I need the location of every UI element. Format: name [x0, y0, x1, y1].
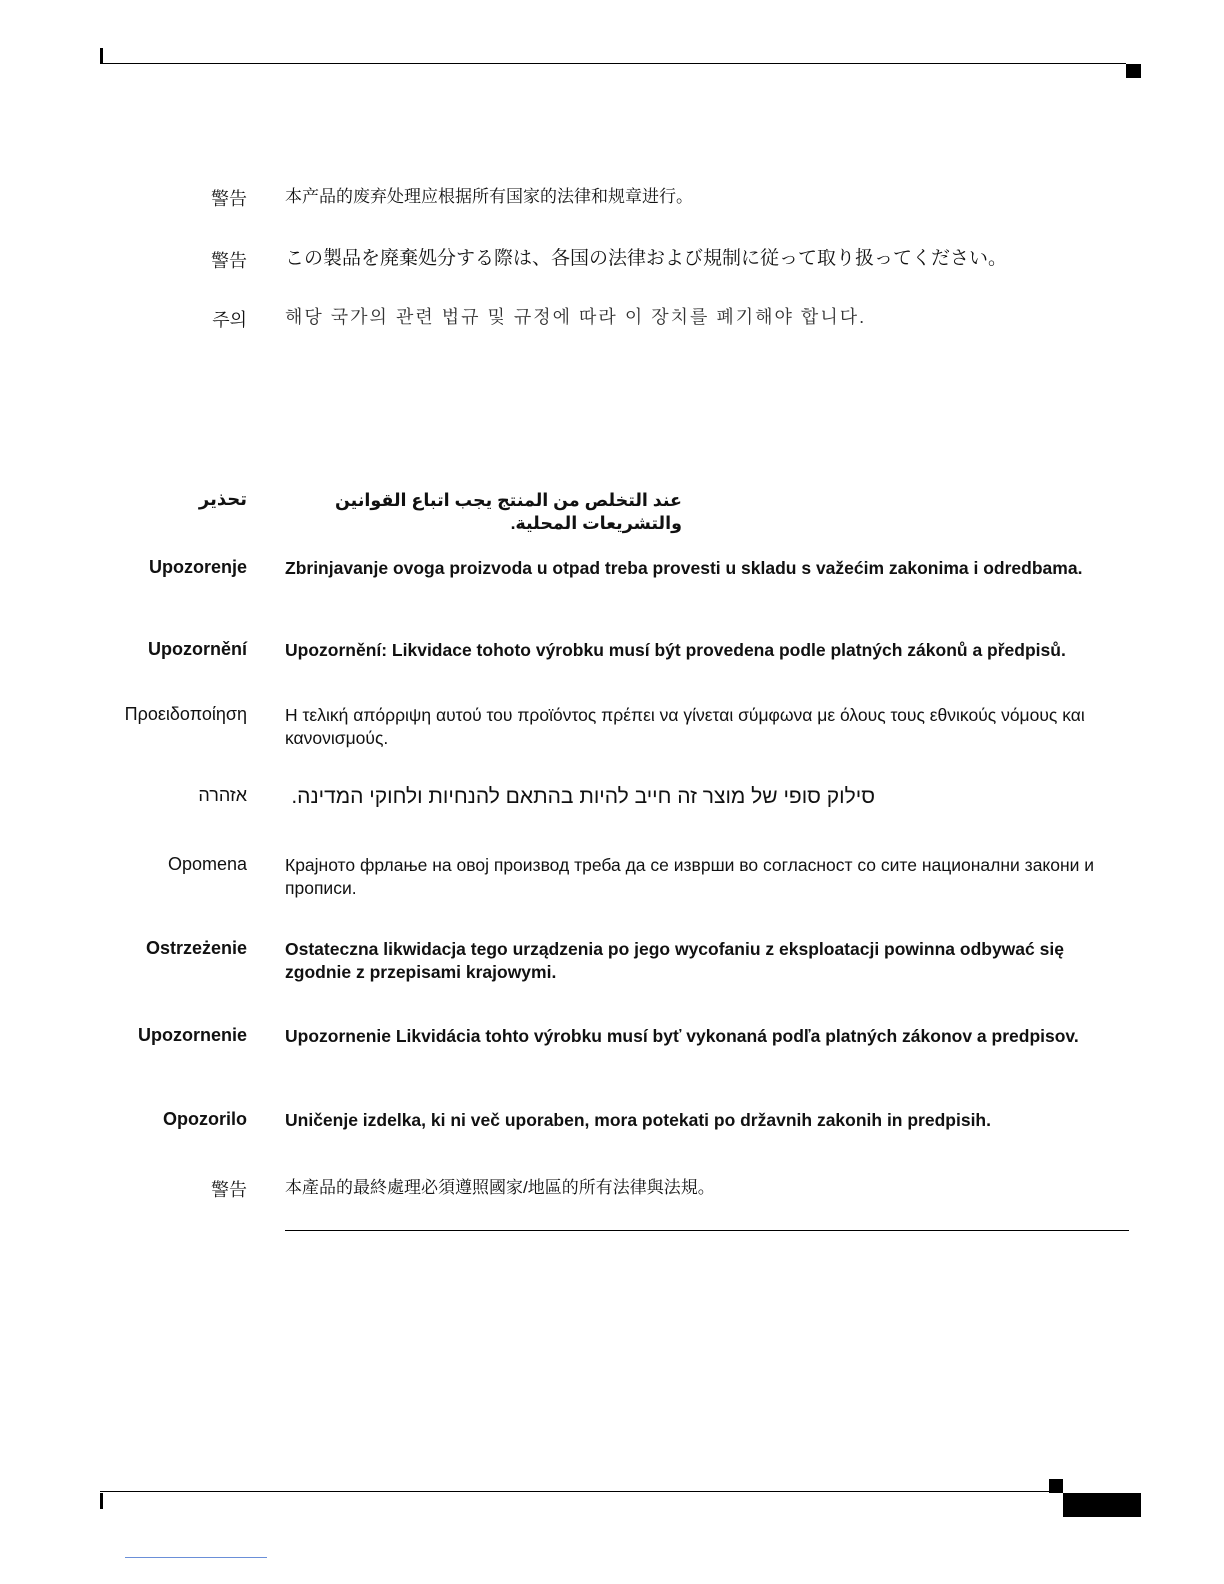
warning-label: Upozorenje: [148, 557, 247, 577]
warning-label: Upozornění: [148, 639, 247, 659]
warning-label: Προειδοποίηση: [124, 704, 247, 724]
warning-label: אזהרה: [198, 785, 247, 805]
warning-text: この製品を廃棄処分する際は、各国の法律および規制に従って取り扱ってください。: [285, 248, 1008, 269]
warning-text: 本产品的废弃处理应根据所有国家的法律和规章进行。: [285, 187, 693, 206]
warning-text: סילוק סופי של מוצר זה חייב להיות בהתאם להנחיות ולחוקי המדינה.: [291, 785, 875, 808]
warning-label: Opozorilo: [163, 1109, 247, 1129]
warning-text: Uničenje izdelka, ki ni več uporaben, mora potekati po državnih zakonih in predpisih.: [285, 1110, 991, 1130]
warning-label: 주의: [212, 310, 247, 330]
warning-label: تحذير: [198, 489, 247, 509]
header-marker: [1126, 64, 1141, 78]
warning-label: 警告: [211, 251, 247, 271]
warning-text: Zbrinjavanje ovoga proizvoda u otpad treba provesti u skladu s važećim zakonima i odredbama.: [285, 558, 1083, 578]
header-rule-tick: [100, 48, 103, 64]
footer-marker: [1049, 1479, 1063, 1493]
warning-text: Upozornenie Likvidácia tohto výrobku musí byť vykonaná podľa platných zákonov a predpisov.: [285, 1026, 1079, 1046]
warning-label: Upozornenie: [137, 1025, 247, 1045]
footer-link-underline[interactable]: [125, 1557, 267, 1558]
warning-label: 警告: [211, 189, 247, 209]
warning-text: Η τελική απόρριψη αυτού του προϊόντος πρέπει να γίνεται σύμφωνα με όλους τους εθνικούς νόμους και κανονισμούς.: [285, 705, 1085, 748]
warning-text: Крајното фрлање на овој производ треба да се изврши во согласност со сите национални закони и прописи.: [285, 855, 1095, 898]
warning-label: Opomena: [167, 854, 247, 874]
warning-label: Ostrzeżenie: [145, 938, 247, 958]
warning-label: 警告: [211, 1180, 247, 1200]
warning-text: 해당 국가의 관련 법규 및 규정에 따라 이 장치를 폐기해야 합니다.: [285, 307, 867, 327]
warning-text: Upozornění: Likvidace tohoto výrobku musí být provedena podle platných zákonů a předpisů.: [285, 640, 1066, 660]
footer-rule: [100, 1491, 1050, 1492]
footer-rule-tick: [100, 1493, 103, 1509]
page-number-tab: [1063, 1493, 1141, 1517]
warning-text: عند التخلص من المنتج يجب اتباع القوانين والتشريعات المحلية.: [334, 490, 682, 533]
header-rule: [100, 63, 1126, 64]
section-end-rule: [285, 1230, 1129, 1231]
warning-text: 本產品的最終處理必須遵照國家/地區的所有法律與法規。: [285, 1178, 715, 1197]
warning-text: Ostateczna likwidacja tego urządzenia po jego wycofaniu z eksploatacji powinna odbywać się zgodnie z przepisami krajowymi.: [285, 939, 1064, 982]
